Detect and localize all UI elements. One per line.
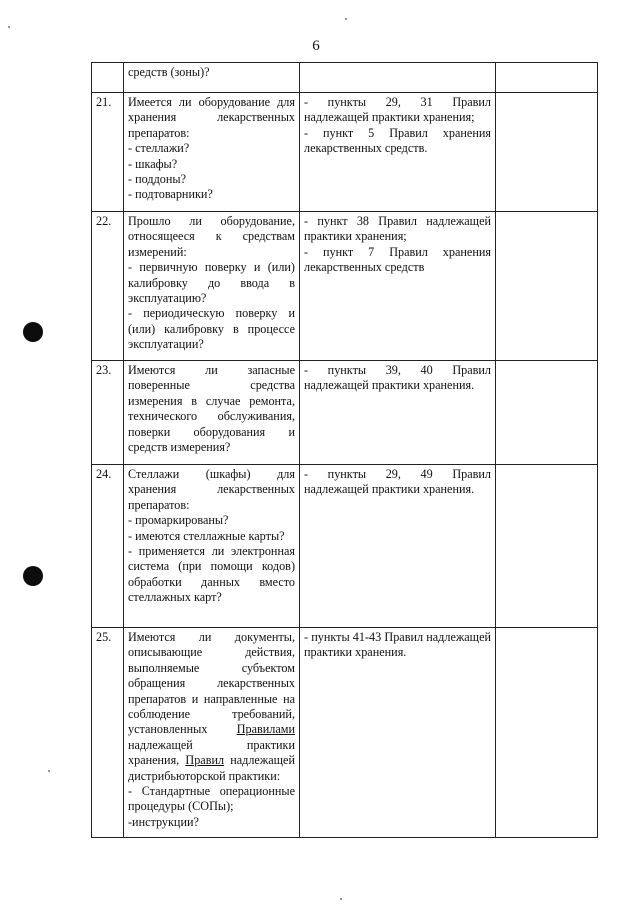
table-row	[92, 212, 598, 361]
row-number: 23.	[92, 361, 124, 465]
note-cell	[496, 465, 598, 628]
question-item: - применяется ли электронная система (при помощи кодов) обработки данных вместо стеллажных карт?	[128, 544, 295, 605]
table-row	[92, 93, 598, 212]
question-item: - шкафы?	[128, 156, 178, 171]
question-text: Имеется ли оборудование для хранения лекарственных препаратов:	[128, 95, 295, 140]
note-cell	[496, 361, 598, 465]
scan-speck	[48, 770, 50, 772]
question-item: - подтоварники?	[128, 187, 213, 202]
row-number	[92, 63, 124, 93]
scan-speck	[345, 18, 347, 20]
question-text: Прошло ли оборудование, относящееся к средствам измерений:	[128, 214, 295, 259]
reference-item: - пункт 5 Правил хранения лекарственных средств.	[304, 125, 491, 156]
question-text-part: надлежащей практики хранения,	[128, 737, 295, 768]
question-text: средств (зоны)?	[128, 65, 210, 79]
reference-item: - пункты 29, 31 Правил надлежащей практики хранения;	[304, 95, 491, 125]
page-number: 6	[312, 38, 320, 54]
row-number: 22.	[92, 212, 124, 361]
table-row	[92, 361, 598, 465]
reference-cell	[300, 465, 496, 628]
scan-speck	[8, 26, 10, 28]
row-number: 24.	[92, 465, 124, 628]
question-cell	[124, 465, 300, 628]
reference-item: - пункты 41-43 Правил надлежащей практики хранения.	[304, 630, 491, 660]
rules-reference-link: Правил	[185, 753, 225, 768]
table-row	[92, 63, 598, 93]
reference-cell	[300, 93, 496, 212]
question-text: Стеллажи (шкафы) для хранения лекарственных препаратов:	[128, 467, 295, 512]
reference-item: - пункт 38 Правил надлежащей практики хранения;	[304, 214, 491, 244]
reference-cell	[300, 63, 496, 93]
note-cell	[496, 93, 598, 212]
question-text: Имеются ли запасные поверенные средства измерения в случае ремонта, технического обслуживания, поверки оборудования и средств измерения?	[128, 363, 295, 455]
row-number: 25.	[92, 628, 124, 838]
question-item: - первичную поверку и (или) калибровку до ввода в эксплуатацию?	[128, 260, 295, 306]
reference-item: - пункты 39, 40 Правил надлежащей практики хранения.	[304, 363, 491, 393]
table-row	[92, 465, 598, 628]
question-cell	[124, 212, 300, 361]
punch-hole-top	[23, 322, 43, 342]
row-number: 21.	[92, 93, 124, 212]
question-text-part: надлежащей дистрибьюторской практики:	[128, 753, 295, 783]
note-cell	[496, 63, 598, 93]
question-item: - периодическую поверку и (или) калибровку в процессе эксплуатации?	[128, 306, 295, 352]
question-cell	[124, 93, 300, 212]
question-cell	[124, 361, 300, 465]
question-item: - промаркированы?	[128, 513, 229, 528]
reference-item: - пункты 29, 49 Правил надлежащей практики хранения.	[304, 467, 491, 497]
question-cell	[124, 63, 300, 93]
question-item: - стеллажи?	[128, 141, 190, 156]
question-item: - имеются стеллажные карты?	[128, 528, 285, 543]
question-text-part: Имеются ли документы, описывающие действия, выполняемые субъектом обращения лекарственных препаратов и направленные на соблюдение требований, установленных	[128, 630, 295, 737]
question-item: - Стандартные операционные процедуры (СОПы);	[128, 784, 295, 814]
scan-speck	[340, 898, 342, 900]
question-cell	[124, 628, 300, 838]
question-item: - поддоны?	[128, 172, 186, 187]
checklist-table	[91, 62, 598, 838]
question-text	[128, 630, 295, 784]
question-item: -инструкции?	[128, 814, 199, 829]
punch-hole-bottom	[23, 566, 43, 586]
note-cell	[496, 212, 598, 361]
rules-reference-link: Правилами	[236, 722, 295, 737]
table-row	[92, 628, 598, 838]
note-cell	[496, 628, 598, 838]
reference-item: - пункт 7 Правил хранения лекарственных средств	[304, 244, 491, 275]
reference-cell	[300, 212, 496, 361]
reference-cell	[300, 628, 496, 838]
reference-cell	[300, 361, 496, 465]
